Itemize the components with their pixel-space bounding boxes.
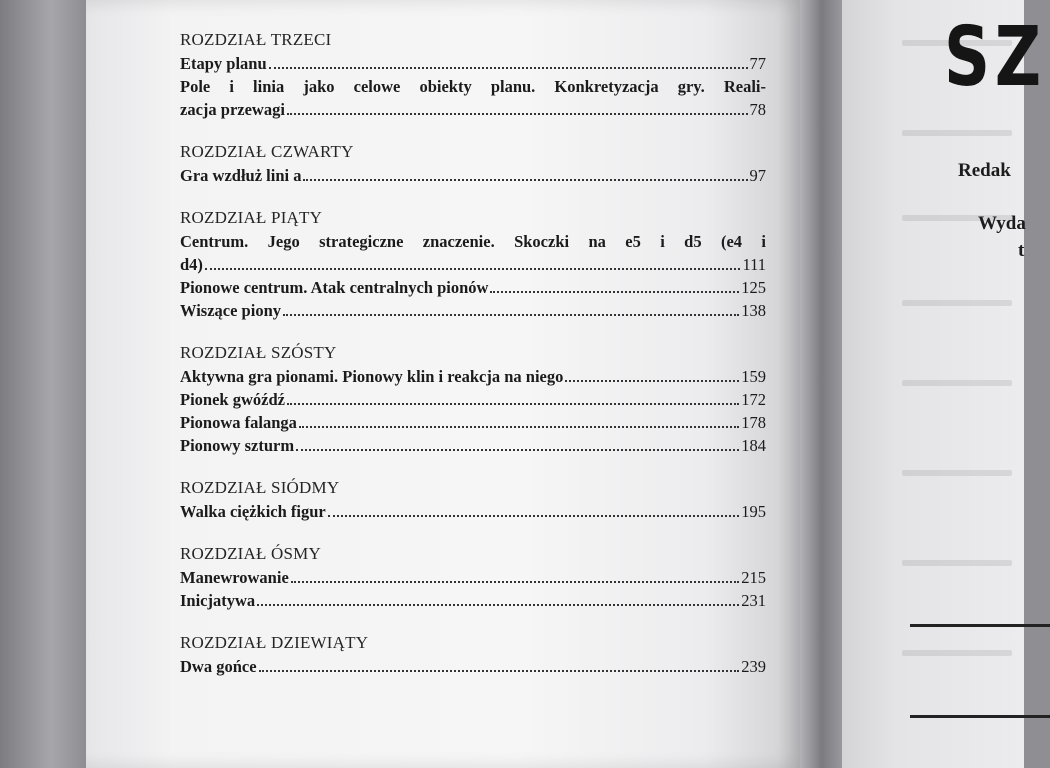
toc-entry-text: Inicjatywa: [180, 591, 256, 610]
dot-leader: [303, 179, 747, 181]
toc-page-number: 111: [742, 255, 766, 274]
dot-leader: [259, 670, 740, 672]
toc-entry-text: Pionowa falanga: [180, 413, 297, 432]
chapter-title: ROZDZIAŁ CZWARTY: [180, 142, 354, 161]
right-page-rule: [910, 715, 1050, 718]
toc-entry: [180, 655, 766, 678]
toc-entry: [180, 388, 766, 411]
dot-leader: [299, 426, 739, 428]
toc-entry: [180, 164, 766, 187]
toc-page-number: 97: [749, 166, 766, 185]
toc-entry-text-line1: Centrum. Jego strategiczne znaczenie. Skoczki na e5 i d5 (e4 i: [180, 232, 766, 251]
toc-chapter: [180, 343, 766, 457]
dot-leader: [565, 380, 739, 382]
toc-entry-text-line1: Pole i linia jako celowe obiekty planu. Konkretyzacja gry. Reali-: [180, 77, 766, 96]
toc-entry: [180, 299, 766, 322]
toc-entry: [180, 566, 766, 589]
toc-entry: [180, 230, 766, 276]
toc-entry-text: Manewrowanie: [180, 568, 289, 587]
dot-leader: [205, 268, 741, 270]
chapter-title: ROZDZIAŁ PIĄTY: [180, 208, 323, 227]
dot-leader: [490, 291, 739, 293]
toc-page-number: 178: [741, 413, 766, 432]
dot-leader: [287, 403, 739, 405]
right-page-rule: [910, 624, 1050, 627]
toc-entry: [180, 75, 766, 121]
right-page: [842, 0, 1046, 768]
right-page-label-t: t: [1018, 240, 1025, 261]
toc-entry: [180, 589, 766, 612]
toc-chapter: [180, 30, 766, 121]
toc-chapter: [180, 544, 766, 612]
table-of-contents: [180, 30, 766, 699]
dot-leader: [283, 314, 739, 316]
toc-chapter: [180, 142, 766, 187]
left-page-edge: [0, 0, 92, 768]
toc-entry-line2: [180, 98, 766, 121]
toc-page-number: 159: [741, 367, 766, 386]
right-page-heading: SZ: [944, 10, 1046, 105]
toc-entry-text: Pionowe centrum. Atak centralnych pionów: [180, 278, 489, 297]
dot-leader: [296, 449, 739, 451]
dot-leader: [257, 604, 739, 606]
toc-page-number: 172: [741, 390, 766, 409]
toc-entry-text: Dwa gońce: [180, 657, 257, 676]
toc-page-number: 239: [741, 657, 766, 676]
book-gutter: [800, 0, 848, 768]
toc-page-number: 138: [741, 301, 766, 320]
toc-page-number: 231: [741, 591, 766, 610]
toc-page-number: 215: [741, 568, 766, 587]
toc-page-number: 78: [749, 100, 766, 119]
toc-entry: [180, 52, 766, 75]
toc-entry: [180, 500, 766, 523]
chapter-title: ROZDZIAŁ SZÓSTY: [180, 343, 337, 362]
toc-entry-text: Aktywna gra pionami. Pionowy klin i reakcja na niego: [180, 367, 564, 386]
toc-entry: [180, 411, 766, 434]
toc-entry-text: d4): [180, 255, 203, 274]
toc-page-number: 125: [741, 278, 766, 297]
dot-leader: [291, 581, 739, 583]
toc-entry-text: Etapy planu: [180, 54, 267, 73]
dot-leader: [269, 67, 748, 69]
toc-entry-line2: [180, 253, 766, 276]
toc-chapter: [180, 633, 766, 678]
toc-page-number: 77: [749, 54, 766, 73]
toc-chapter: [180, 478, 766, 523]
chapter-title: ROZDZIAŁ DZIEWIĄTY: [180, 633, 369, 652]
dot-leader: [328, 515, 740, 517]
toc-entry-text: Pionek gwóźdź: [180, 390, 285, 409]
toc-entry-text: zacja przewagi: [180, 100, 285, 119]
toc-chapter: [180, 208, 766, 322]
toc-entry-text: Wiszące piony: [180, 301, 281, 320]
chapter-title: ROZDZIAŁ TRZECI: [180, 30, 332, 49]
right-page-label-wyda: Wyda: [978, 213, 1026, 234]
chapter-title: ROZDZIAŁ SIÓDMY: [180, 478, 340, 497]
toc-entry-text: Gra wzdłuż lini a: [180, 166, 302, 185]
toc-entry: [180, 365, 766, 388]
toc-page-number: 184: [741, 436, 766, 455]
toc-entry: [180, 434, 766, 457]
chapter-title: ROZDZIAŁ ÓSMY: [180, 544, 321, 563]
toc-entry-text: Walka ciężkich figur: [180, 502, 326, 521]
toc-page-number: 195: [741, 502, 766, 521]
toc-entry-text: Pionowy szturm: [180, 436, 295, 455]
dot-leader: [287, 113, 748, 115]
right-page-label-redak: Redak: [958, 160, 1011, 181]
toc-entry: [180, 276, 766, 299]
